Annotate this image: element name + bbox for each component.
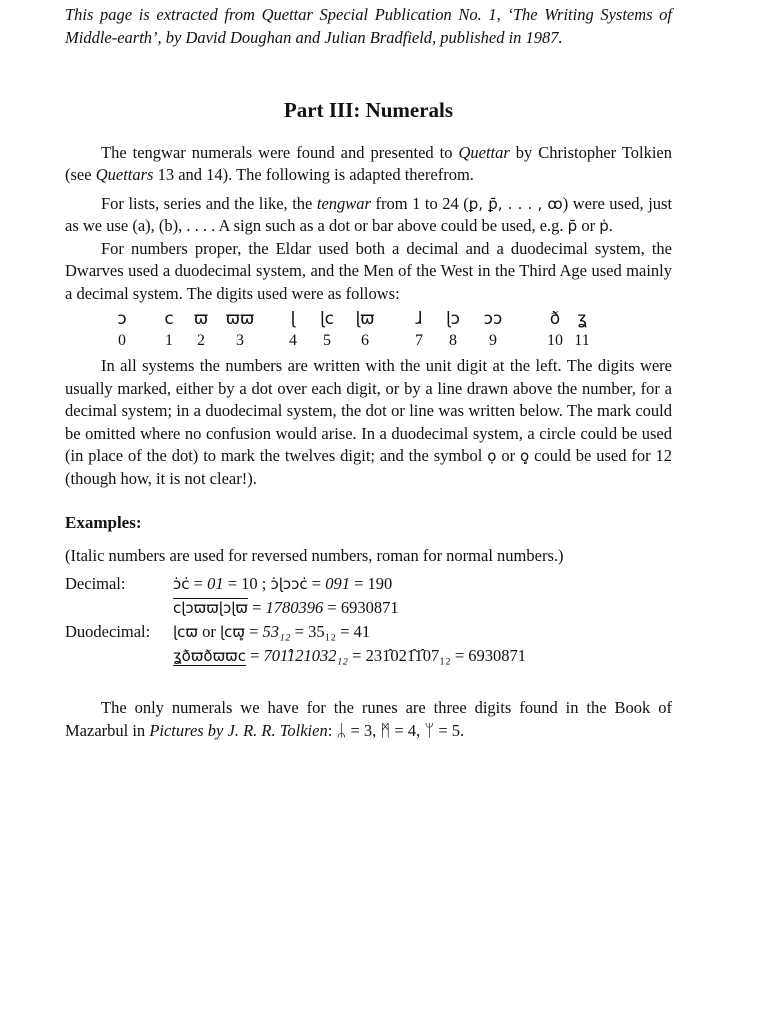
para4-or: or bbox=[501, 446, 516, 465]
digit-glyph: ϖ bbox=[193, 309, 209, 329]
bar-example-glyph: p̄ bbox=[567, 217, 578, 235]
digit-2 bbox=[183, 307, 219, 351]
page bbox=[65, 4, 672, 742]
result-value: 6930871 bbox=[468, 646, 527, 665]
intro-text: This page is extracted from bbox=[65, 5, 255, 24]
digit-value: 6 bbox=[361, 332, 369, 349]
para2-tengwar: tengwar bbox=[316, 193, 371, 213]
digit-1 bbox=[151, 307, 187, 351]
twelve-symbol-b: ọ̧ bbox=[520, 447, 530, 465]
book-title: Pictures by J. R. R. Tolkien bbox=[149, 720, 328, 740]
decimal-equation-1: ɔ̇ϲ̇ = 01 = 10 ; ɔ̇ɭɔɔϲ̇ = 091 = 190 bbox=[173, 574, 393, 593]
duodecimal-label: Duodecimal: bbox=[65, 622, 151, 641]
digit-value: 8 bbox=[449, 332, 457, 349]
reversed-value: 53₁₂ bbox=[262, 622, 291, 641]
paragraph-3: For numbers proper, the Eldar used both a decimal and a duodecimal system, the Dwarves used a duodecimal system, and the Men of the West in the Third Age used mainly a decimal system. The digits used were as follows: bbox=[65, 238, 672, 303]
digit-glyph: ɭϲ bbox=[319, 309, 335, 329]
decimal-equation-2: ϲɭɔϖϖɭɔɭϖ = 1780396 = 6930871 bbox=[173, 598, 399, 617]
para1-quettar: Quettar bbox=[458, 142, 510, 162]
duodecimal-row-2 bbox=[65, 645, 672, 669]
tengwar-number: ɔ̇ϲ̇ bbox=[173, 575, 190, 593]
para2-text-a: For lists, series and the like, the bbox=[101, 193, 313, 213]
duodecimal-equation-2: ʓðϖðϖϖϲ = 701̂121032₁₂ = 231̂021̂1̂07₁₂ = 6930871 bbox=[173, 646, 527, 665]
digit-9 bbox=[475, 307, 511, 351]
tengwar-number: ϲɭɔϖϖɭɔɭϖ bbox=[173, 599, 248, 617]
digit-glyph: ɔɔ bbox=[483, 309, 503, 329]
digit-value: 11 bbox=[574, 332, 590, 349]
reversed-value: 091 bbox=[325, 574, 350, 593]
page-title: Part III: Numerals bbox=[283, 98, 454, 122]
para4-text: In all systems the numbers are written with the unit digit at the left. The digits were usually marked, either by a dot over each digit, or by a line drawn above the number, for a decimal system; in a duodecimal system, the dot or line was written below. The mark could be omitted where no confusion would arise. In a duodecimal system, a circle could be used (in place of the dot) to mark the twelves digit; and the symbol bbox=[65, 356, 672, 465]
separator: ; bbox=[261, 574, 267, 593]
para2-end: . bbox=[608, 216, 613, 235]
spacer bbox=[65, 669, 672, 697]
digit-glyph: ϖϖ bbox=[225, 309, 255, 329]
result-value: 10 bbox=[241, 574, 258, 593]
publication-citation: Quettar Special Publication No. 1, ‘The Writing Systems of Middle-earth’, by David Doughan and Julian Bradfield, published in 1987. bbox=[65, 5, 673, 47]
reversed-value: 1780396 bbox=[265, 598, 324, 617]
para2-text-b: from 1 to 24 ( bbox=[375, 193, 469, 213]
intro-note bbox=[65, 4, 672, 49]
para2-text-c: ) were used, just as we use (a), (b), . . . . A sign such as a dot or bar above could be used, e.g. bbox=[65, 193, 673, 235]
digit-value: 10 bbox=[547, 332, 563, 349]
para4-end: could be used for 12 (though how, it is not clear!). bbox=[65, 446, 673, 488]
digit-glyph: ð bbox=[549, 309, 561, 329]
digit-glyph: ɺ bbox=[415, 309, 423, 329]
digit-value: 2 bbox=[197, 332, 205, 349]
decimal-row-2 bbox=[65, 597, 672, 621]
digit-glyph: ϲ bbox=[164, 309, 174, 329]
para5-text-a: The only numerals we have for the runes are three digits found in the Book of Mazarbul in bbox=[65, 698, 672, 740]
para1-text-b: by Christopher Tolkien (see bbox=[65, 142, 672, 184]
tengwar-number: ɭϲϖ bbox=[173, 623, 198, 641]
twelve-symbol-a: ọ bbox=[487, 447, 497, 465]
para5-text-b: : ᛦ = 3, ᛗ = 4, ᛘ = 5. bbox=[327, 720, 465, 740]
digit-5 bbox=[309, 307, 345, 351]
result-value: 6930871 bbox=[340, 598, 399, 617]
paragraph-5 bbox=[65, 697, 672, 742]
digits-table bbox=[65, 307, 672, 353]
digit-value: 7 bbox=[415, 332, 423, 349]
digit-0 bbox=[104, 307, 140, 351]
digit-glyph: ɔ bbox=[117, 309, 127, 329]
para1-text-c: 13 and 14). The following is adapted therefrom. bbox=[157, 165, 474, 184]
digit-value: 0 bbox=[118, 332, 126, 349]
decimal-label: Decimal: bbox=[65, 574, 126, 593]
digit-glyph: ɭɔ bbox=[445, 309, 461, 329]
examples-heading: Examples: bbox=[65, 513, 142, 532]
result-value: 41 bbox=[353, 622, 371, 641]
decimal-row-1 bbox=[65, 573, 672, 597]
digit-value: 3 bbox=[236, 332, 244, 349]
duodecimal-equation-1: ɭϲϖ or ɭϲϖ̥ = 53₁₂ = 35₁₂ = 41 bbox=[173, 622, 371, 641]
tengwar-number: ʓðϖðϖϖϲ bbox=[173, 647, 246, 665]
digit-11 bbox=[564, 307, 600, 351]
tengwar-number: ɔ̇ɭɔɔϲ̇ bbox=[270, 575, 308, 593]
duodecimal-row-1 bbox=[65, 621, 672, 645]
tengwar-list-glyphs: ꝑ, ꝑ̄, . . . , ꝏ bbox=[468, 194, 563, 213]
digit-glyph: ʓ bbox=[577, 309, 587, 329]
digit-glyph: ɭ bbox=[290, 309, 296, 329]
result-value: 190 bbox=[367, 574, 393, 593]
normal-value: 231̂021̂1̂07₁₂ bbox=[365, 646, 451, 665]
digit-value: 4 bbox=[289, 332, 297, 349]
digit-7 bbox=[401, 307, 437, 351]
digit-8 bbox=[435, 307, 471, 351]
paragraph-4 bbox=[65, 355, 672, 490]
digit-glyph: ɭϖ bbox=[355, 309, 375, 329]
paragraph-1 bbox=[65, 142, 672, 187]
digit-6 bbox=[347, 307, 383, 351]
digit-3 bbox=[222, 307, 258, 351]
tengwar-number: ɭϲϖ̥ bbox=[219, 623, 245, 641]
examples-note: (Italic numbers are used for reversed numbers, roman for normal numbers.) bbox=[65, 545, 564, 565]
normal-value: 35₁₂ bbox=[308, 622, 337, 641]
or-text: or bbox=[202, 622, 216, 641]
para1-quettars: Quettars bbox=[95, 165, 154, 184]
digit-value: 5 bbox=[323, 332, 331, 349]
digit-value: 1 bbox=[165, 332, 173, 349]
dot-example-glyph: ṗ bbox=[599, 217, 609, 235]
para1-text-a: The tengwar numerals were found and presented to bbox=[101, 142, 453, 162]
digit-4 bbox=[275, 307, 311, 351]
reversed-value: 01 bbox=[207, 574, 224, 593]
paragraph-2 bbox=[65, 193, 672, 238]
reversed-value: 701̂121032₁₂ bbox=[263, 646, 349, 665]
digit-value: 9 bbox=[489, 332, 497, 349]
para2-or: or bbox=[581, 216, 596, 235]
